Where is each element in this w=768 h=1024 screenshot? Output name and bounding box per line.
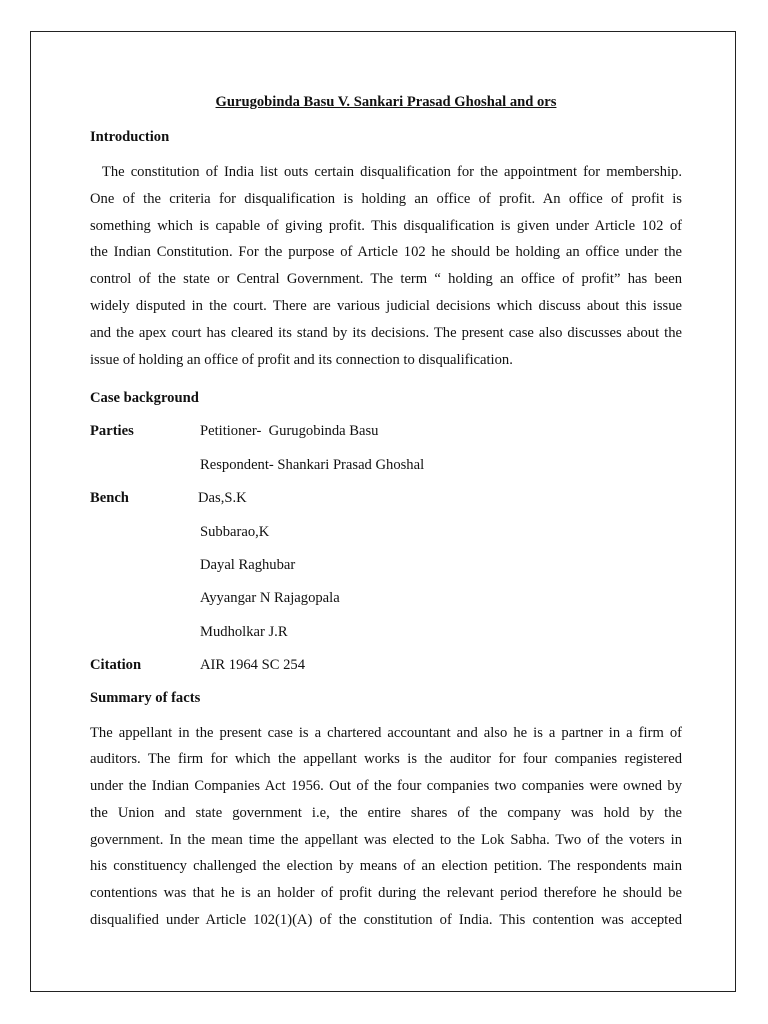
bench-row bbox=[90, 588, 682, 621]
intro-line-6: widely disputed in the court. There are various judicial decisions which discuss about this issue bbox=[90, 297, 682, 314]
summary-line-7: contentions was that he is an holder of profit during the relevant period therefore he should be bbox=[90, 885, 682, 902]
bench-label: Bench bbox=[90, 490, 129, 507]
intro-line-5: control of the state or Central Government. The term “ holding an office of profit” has been bbox=[90, 271, 682, 288]
summary-of-facts-heading: Summary of facts bbox=[90, 689, 201, 706]
introduction-paragraph bbox=[90, 159, 682, 373]
respondent-value: Respondent- Shankari Prasad Ghoshal bbox=[200, 456, 425, 473]
intro-line-4: the Indian Constitution. For the purpose of Article 102 he should be holding an office under the bbox=[90, 244, 682, 261]
summary-line-8: disqualified under Article 102(1)(A) of the constitution of India. This contention was accepted bbox=[90, 912, 682, 929]
introduction-heading: Introduction bbox=[90, 129, 170, 145]
citation-value: AIR 1964 SC 254 bbox=[200, 657, 306, 674]
parties-row bbox=[90, 421, 682, 454]
summary-paragraph bbox=[90, 720, 682, 934]
intro-line-3: something which is capable of giving profit. This disqualification is given under Article 102 of bbox=[90, 217, 682, 234]
bench-row bbox=[90, 555, 682, 588]
summary-line-3: under the Indian Companies Act 1956. Out of the four companies two companies were owned by bbox=[90, 778, 682, 795]
intro-line-1: The constitution of India list outs certain disqualification for the appointment for membership. bbox=[90, 164, 682, 180]
petitioner-value: Petitioner- Gurugobinda Basu bbox=[200, 423, 379, 440]
summary-line-6: his constituency challenged the election by means of an election petition. The respondents main bbox=[90, 858, 682, 875]
intro-line-2: One of the criteria for disqualification is holding an office of profit. An office of profit is bbox=[90, 190, 682, 207]
bench-row bbox=[90, 622, 682, 655]
citation-label: Citation bbox=[90, 657, 142, 674]
citation-row bbox=[90, 655, 682, 688]
case-details bbox=[90, 421, 682, 688]
bench-judge: Ayyangar N Rajagopala bbox=[200, 590, 340, 607]
summary-line-5: government. In the mean time the appellant was elected to the Lok Sabha. Two of the voters in bbox=[90, 831, 682, 848]
parties-label: Parties bbox=[90, 423, 134, 440]
summary-line-4: the Union and state government i.e, the entire shares of the company was hold by the bbox=[90, 804, 682, 821]
bench-judge: Dayal Raghubar bbox=[200, 556, 296, 573]
document-body bbox=[90, 92, 682, 934]
bench-judge: Subbarao,K bbox=[200, 523, 270, 540]
bench-row bbox=[90, 522, 682, 555]
bench-judge: Das,S.K bbox=[198, 490, 247, 507]
bench-judge: Mudholkar J.R bbox=[200, 623, 288, 640]
summary-line-1: The appellant in the present case is a chartered accountant and also he is a partner in a firm of bbox=[90, 724, 682, 741]
case-background-heading: Case background bbox=[90, 390, 199, 407]
summary-line-2: auditors. The firm for which the appellant works is the auditor for four companies registered bbox=[90, 751, 682, 768]
respondent-row bbox=[90, 455, 682, 488]
intro-line-8: issue of holding an office of profit and its connection to disqualification. bbox=[90, 351, 513, 368]
intro-line-7: and the apex court has cleared its stand by its decisions. The present case also discusses about the bbox=[90, 324, 682, 341]
document-title: Gurugobinda Basu V. Sankari Prasad Ghoshal and ors bbox=[215, 94, 557, 110]
bench-row bbox=[90, 488, 682, 521]
